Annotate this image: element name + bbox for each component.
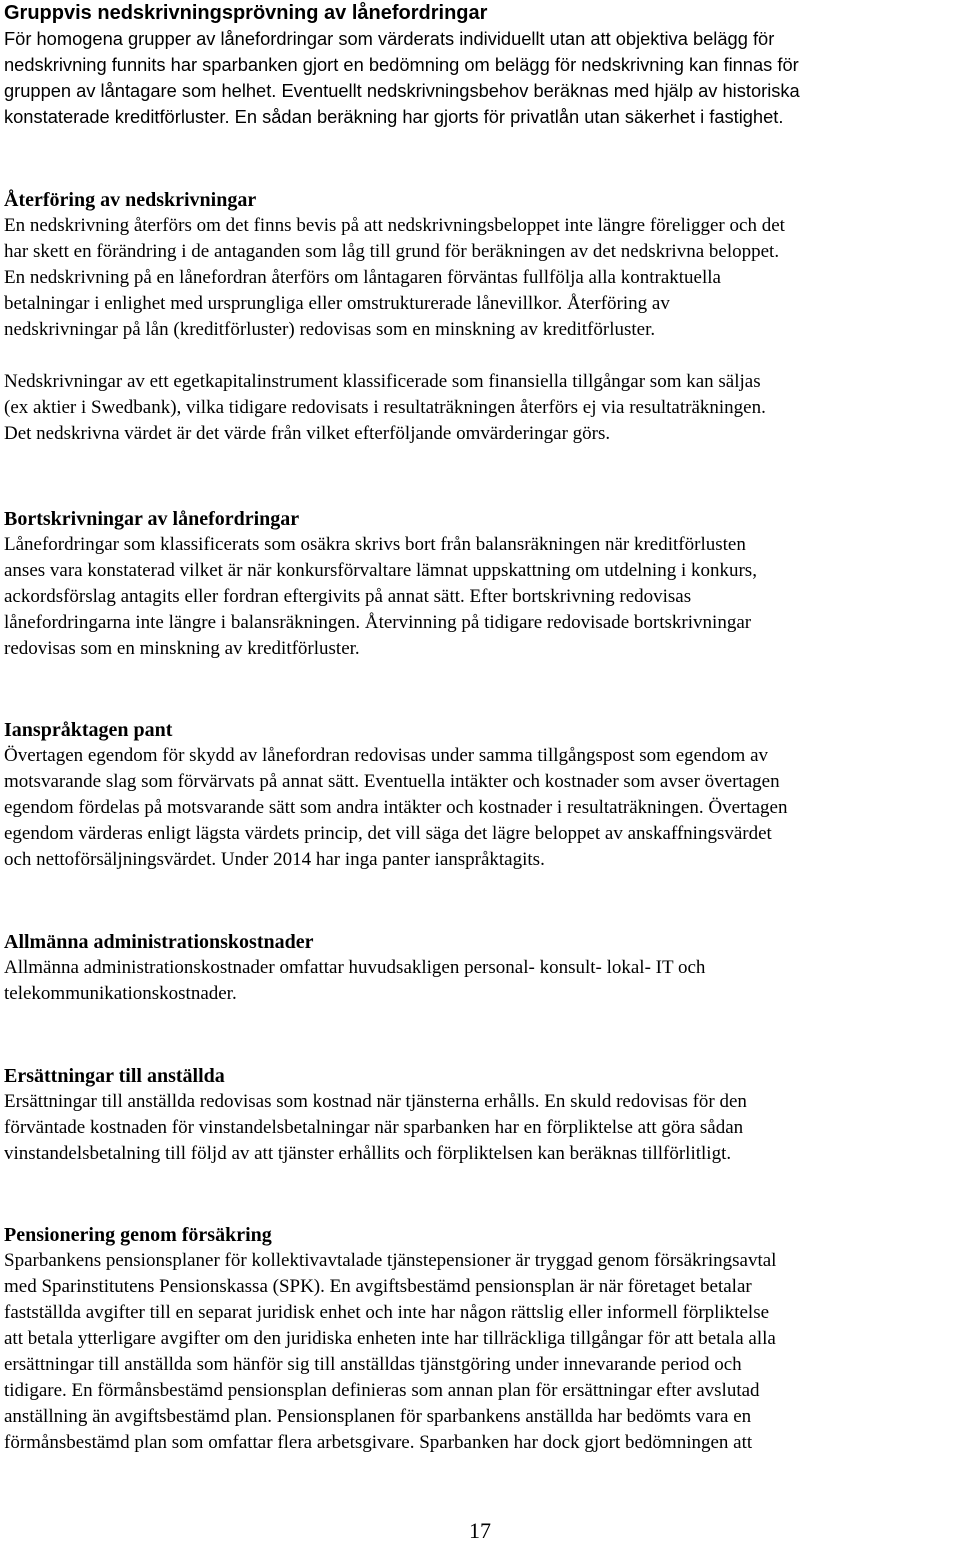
paragraph [4,26,956,130]
section-ianspraktagen-pant [4,717,956,873]
section-pensionering [4,1222,956,1456]
text-line: tidigare. En förmånsbestämd pensionsplan definieras som annan plan för ersättningar efter avslutad [4,1380,760,1401]
text-line: gruppen av låntagare som helhet. Eventuellt nedskrivningsbehov beräknas med hjälp av historiska [4,80,800,101]
text-line: ackordsförslag antagits eller fordran eftergivits på annat sätt. Efter bortskrivning redovisas [4,586,692,607]
text-line: förmånsbestämd plan som omfattar flera arbetsgivare. Sparbanken har dock gjort bedömningen att [4,1432,753,1453]
section-gruppvis-nedskrivning [4,0,956,130]
text-line: En nedskrivning återförs om det finns bevis på att nedskrivningsbeloppet inte längre föreligger och det [4,215,785,236]
text-line: Ersättningar till anställda redovisas som kostnad när tjänsterna erhålls. En skuld redovisas för den [4,1091,747,1112]
section-administrationskostnader [4,929,956,1007]
text-line: anställning än avgiftsbestämd plan. Pensionsplanen för sparbankens anställda har bedömts vara en [4,1406,752,1427]
text-line: (ex aktier i Swedbank), vilka tidigare redovisats i resultaträkningen återförs ej via resultaträkningen. [4,397,766,418]
paragraph [4,1089,956,1167]
text-line: Lånefordringar som klassificerats som osäkra skrivs bort från balansräkningen när kreditförlusten [4,534,746,555]
text-line: vinstandelsbetalning till följd av att tjänster erhållits och förpliktelsen kan beräknas tillförlitligt. [4,1143,732,1164]
text-line: Nedskrivningar av ett egetkapitalinstrument klassificerade som finansiella tillgångar som kan säljas [4,371,761,392]
text-line: att betala ytterligare avgifter om den juridiska enheten inte har tillräckliga tillgångar för att betala alla [4,1328,776,1349]
text-line: Det nedskrivna värdet är det värde från vilket efterföljande omvärderingar görs. [4,423,611,444]
paragraph-gap [4,343,956,369]
text-line: konstaterade kreditförluster. En sådan beräkning har gjorts för privatlån utan säkerhet i fastighet. [4,106,784,127]
text-line: fastställda avgifter till en separat juridisk enhet och inte har någon rättslig eller informell förpliktelse [4,1302,770,1323]
section-bortskrivningar [4,506,956,662]
text-line: har skett en förändring i de antaganden som låg till grund för beräkningen av det nedskrivna beloppet. [4,241,780,262]
text-line: anses vara konstaterad vilket är när konkursförvaltare lämnat uppskattning om utdelning i konkurs, [4,560,757,581]
text-line: nedskrivningar på lån (kreditförluster) redovisas som en minskning av kreditförluster. [4,319,656,340]
text-line: Allmänna administrationskostnader omfattar huvudsakligen personal- konsult- lokal- IT och [4,957,706,978]
text-line: En nedskrivning på en lånefordran återförs om låntagaren förväntas fullfölja alla kontraktuella [4,267,721,288]
text-line: och nettoförsäljningsvärdet. Under 2014 har inga panter ianspråktagits. [4,849,545,870]
paragraph [4,532,956,662]
paragraph [4,213,956,343]
text-line: telekommunikationskostnader. [4,983,237,1004]
text-line: Sparbankens pensionsplaner för kollektivavtalade tjänstepensioner är tryggad genom försäkringsavtal [4,1250,777,1271]
text-line: egendom värderas enligt lägsta värdets princip, det vill säga det lägre beloppet av anskaffningsvärdet [4,823,772,844]
text-line: Övertagen egendom för skydd av lånefordran redovisas under samma tillgångspost som egendom av [4,745,769,766]
paragraph [4,1248,956,1456]
section-aterforing-nedskrivningar [4,187,956,447]
paragraph [4,743,956,873]
paragraph [4,955,956,1007]
section-heading: Bortskrivningar av lånefordringar [4,508,300,530]
section-heading: Återföring av nedskrivningar [4,189,257,211]
text-line: med Sparinstitutens Pensionskassa (SPK). En avgiftsbestämd pensionsplan är när företaget betalar [4,1276,752,1297]
text-line: nedskrivning funnits har sparbanken gjort en bedömning om belägg för nedskrivning kan finnas för [4,54,799,75]
text-line: För homogena grupper av lånefordringar som värderats individuellt utan att objektiva belägg för [4,28,775,49]
section-heading: Ianspråktagen pant [4,719,173,741]
section-heading: Ersättningar till anställda [4,1065,225,1087]
section-ersattningar [4,1063,956,1167]
page-number: 17 [469,1518,491,1543]
section-heading: Pensionering genom försäkring [4,1224,272,1246]
text-line: förväntade kostnaden för vinstandelsbetalningar när sparbanken har en förpliktelse att göra sådan [4,1117,744,1138]
text-line: lånefordringarna inte längre i balansräkningen. Återvinning på tidigare redovisade bortskrivningar [4,612,752,633]
section-heading: Gruppvis nedskrivningsprövning av lånefordringar [4,2,488,24]
text-line: egendom fördelas på motsvarande sätt som andra intäkter och kostnader i resultaträkningen. Övertagen [4,797,788,818]
text-line: betalningar i enlighet med ursprungliga eller omstrukturerade lånevillkor. Återföring av [4,293,670,314]
text-line: redovisas som en minskning av kreditförluster. [4,638,360,659]
text-line: motsvarande slag som förvärvats på annat sätt. Eventuella intäkter och kostnader som avser övertagen [4,771,780,792]
text-line: ersättningar till anställda som hänför sig till anställdas tjänstgöring under innevarande period och [4,1354,742,1375]
paragraph [4,369,956,447]
section-heading: Allmänna administrationskostnader [4,931,314,953]
